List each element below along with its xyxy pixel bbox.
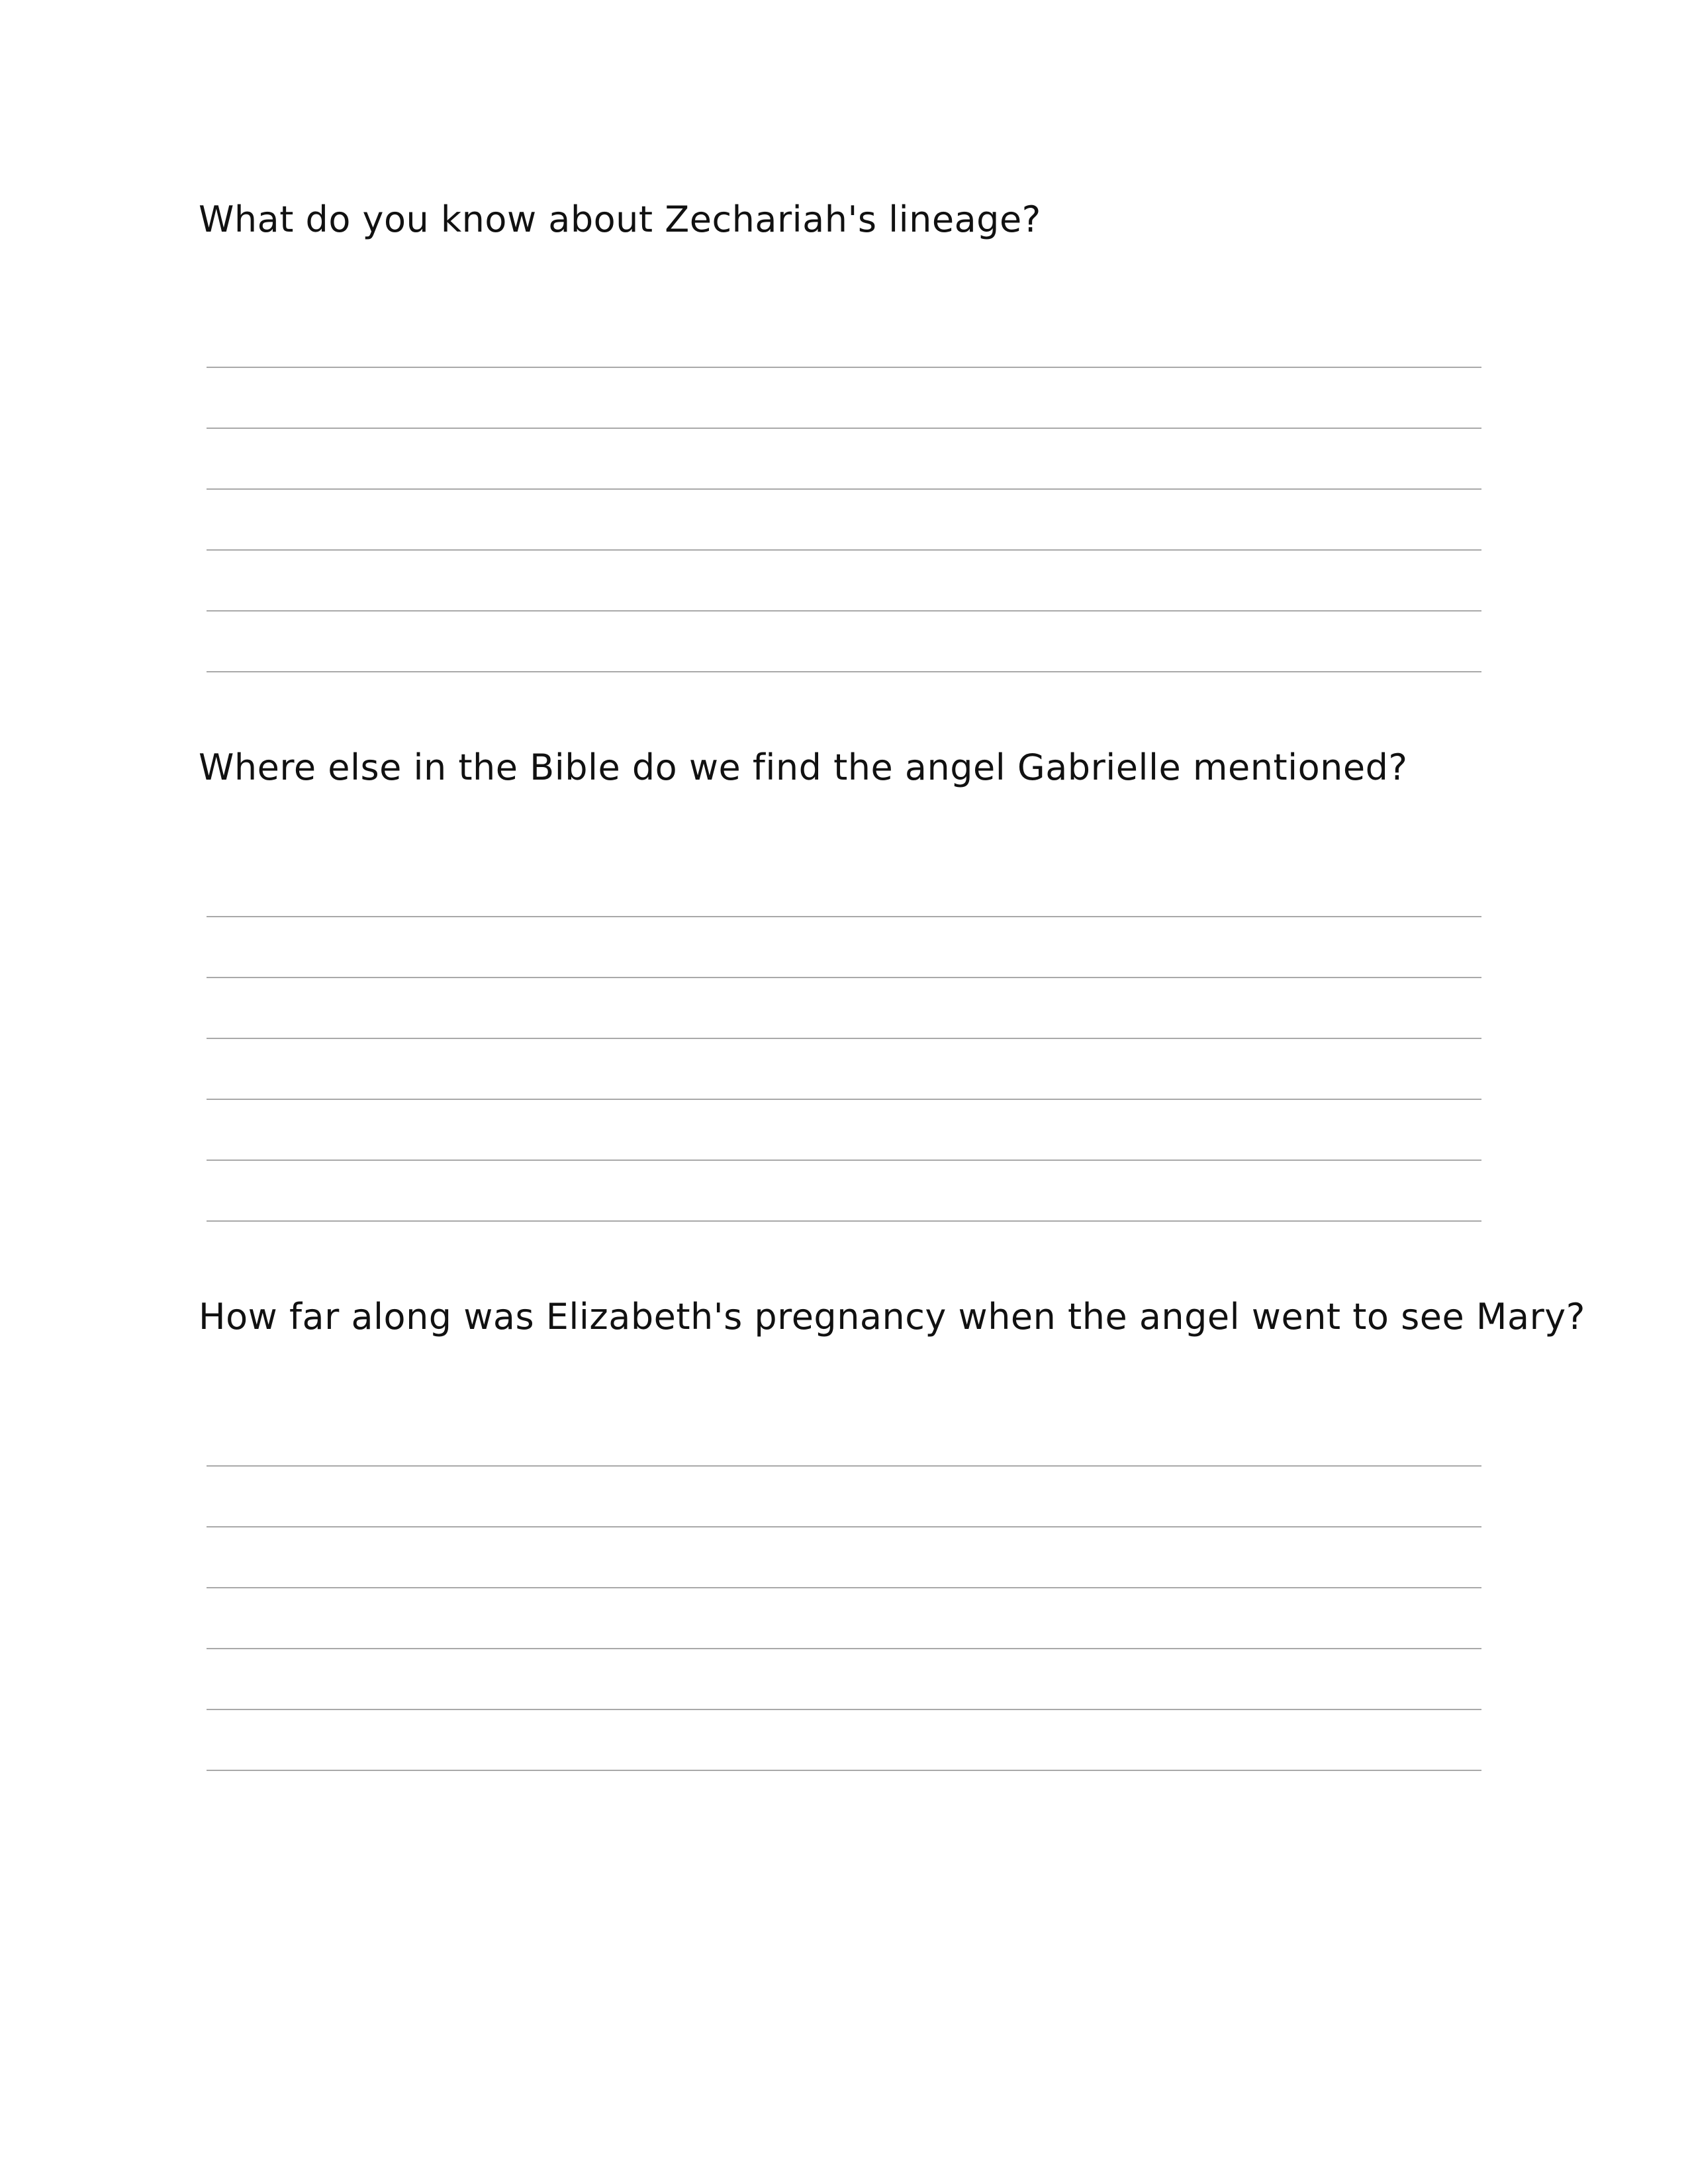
question-1: What do you know about Zechariah's lineage? xyxy=(199,199,1041,240)
answer-line[interactable] xyxy=(207,917,1481,978)
question-3: How far along was Elizabeth's pregnancy when the angel went to see Mary? xyxy=(199,1296,1585,1338)
answer-line[interactable] xyxy=(207,1100,1481,1161)
answer-line[interactable] xyxy=(207,1649,1481,1710)
answer-lines-1 xyxy=(207,307,1481,672)
answer-line[interactable] xyxy=(207,490,1481,551)
answer-line[interactable] xyxy=(207,1406,1481,1467)
answer-line[interactable] xyxy=(207,429,1481,490)
answer-lines-3 xyxy=(207,1406,1481,1771)
answer-line[interactable] xyxy=(207,368,1481,429)
answer-line[interactable] xyxy=(207,856,1481,917)
question-2: Where else in the Bible do we find the angel Gabrielle mentioned? xyxy=(199,747,1408,788)
answer-line[interactable] xyxy=(207,1710,1481,1771)
answer-line[interactable] xyxy=(207,1588,1481,1649)
answer-line[interactable] xyxy=(207,1161,1481,1222)
answer-line[interactable] xyxy=(207,1467,1481,1527)
answer-line[interactable] xyxy=(207,1039,1481,1100)
answer-line[interactable] xyxy=(207,612,1481,672)
answer-line[interactable] xyxy=(207,978,1481,1039)
answer-lines-2 xyxy=(207,856,1481,1222)
answer-line[interactable] xyxy=(207,551,1481,612)
answer-line[interactable] xyxy=(207,1527,1481,1588)
answer-line[interactable] xyxy=(207,307,1481,368)
